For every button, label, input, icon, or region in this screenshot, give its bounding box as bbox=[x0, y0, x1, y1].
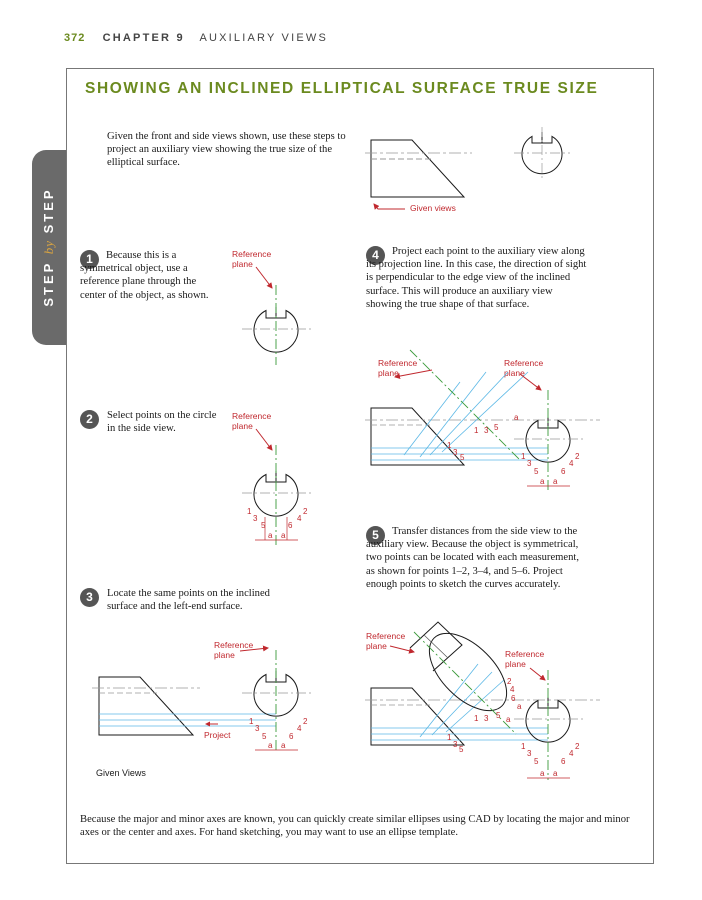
svg-text:1: 1 bbox=[447, 441, 452, 450]
svg-text:6: 6 bbox=[511, 694, 516, 703]
svg-text:2: 2 bbox=[575, 742, 580, 751]
step-by-step-tab-label: STEP by STEP bbox=[41, 187, 56, 307]
reference-plane-label-4: Reference plane bbox=[378, 358, 418, 378]
svg-text:5: 5 bbox=[494, 423, 499, 432]
step-4-badge: 4 bbox=[366, 246, 385, 265]
svg-text:1: 1 bbox=[521, 452, 526, 461]
svg-text:a: a bbox=[553, 477, 558, 486]
svg-text:6: 6 bbox=[289, 732, 294, 741]
svg-text:5: 5 bbox=[261, 521, 266, 530]
svg-text:1: 1 bbox=[447, 733, 452, 742]
svg-text:a: a bbox=[268, 531, 273, 540]
svg-text:4: 4 bbox=[569, 459, 574, 468]
reference-plane-label-1: Reference plane bbox=[232, 249, 272, 269]
ref-arrow-3 bbox=[240, 648, 268, 651]
svg-text:5: 5 bbox=[534, 757, 539, 766]
svg-text:a: a bbox=[540, 769, 545, 778]
step-5-drawing bbox=[365, 620, 600, 780]
svg-text:3: 3 bbox=[255, 724, 260, 733]
step-3-point-labels bbox=[249, 717, 308, 750]
ref-arrow-2 bbox=[256, 429, 272, 450]
svg-text:4: 4 bbox=[297, 724, 302, 733]
ref-arrow-5 bbox=[520, 374, 541, 390]
svg-text:3: 3 bbox=[484, 426, 489, 435]
given-views-arrow bbox=[374, 204, 405, 209]
reference-plane-label-3: Reference plane bbox=[214, 640, 254, 660]
svg-text:3: 3 bbox=[527, 459, 532, 468]
svg-text:1: 1 bbox=[247, 507, 252, 516]
svg-text:5: 5 bbox=[534, 467, 539, 476]
svg-text:2: 2 bbox=[575, 452, 580, 461]
step-5-point-labels bbox=[447, 677, 580, 778]
svg-text:6: 6 bbox=[561, 467, 566, 476]
page-number: 372 bbox=[64, 32, 86, 44]
svg-text:3: 3 bbox=[453, 740, 458, 749]
svg-text:4: 4 bbox=[297, 514, 302, 523]
ref-arrow-7 bbox=[530, 668, 545, 680]
svg-text:4: 4 bbox=[569, 749, 574, 758]
svg-text:a: a bbox=[553, 769, 558, 778]
given-views-drawing bbox=[365, 127, 570, 197]
svg-text:6: 6 bbox=[288, 521, 293, 530]
svg-text:5: 5 bbox=[262, 732, 267, 741]
step-5-badge: 5 bbox=[366, 526, 385, 545]
step-2-text: Select points on the circle in the side view. bbox=[107, 410, 217, 435]
svg-text:2: 2 bbox=[303, 507, 308, 516]
step-4-text: Project each point to the auxiliary view along its projection line. In this case, the direction of sight is perpendicular to the edge view of the inclined surface. This will produce an auxiliary view showing the true shape of that surface. bbox=[366, 246, 587, 310]
svg-text:2: 2 bbox=[507, 677, 512, 686]
svg-text:a: a bbox=[506, 715, 511, 724]
svg-text:1: 1 bbox=[521, 742, 526, 751]
svg-text:3: 3 bbox=[253, 514, 258, 523]
step-5-text: Transfer distances from the side view to the auxiliary view. Because the object is symmetrical, two points can be located with each measurement, as shown for points 1–2, 3–4, and 5–6. Project enough points to sketch the curves accurately. bbox=[366, 526, 579, 590]
svg-text:1: 1 bbox=[474, 426, 479, 435]
intro-text: Given the front and side views shown, use these steps to project an auxiliary view showing the true size of the elliptical surface. bbox=[107, 131, 346, 169]
svg-text:6: 6 bbox=[561, 757, 566, 766]
ref-arrow-4 bbox=[395, 370, 432, 377]
step-1-text: Because this is a symmetrical object, use a reference plane through the center of the object, as shown. bbox=[80, 250, 209, 301]
step-4-point-labels bbox=[447, 413, 580, 486]
given-views-label: Given views bbox=[410, 203, 456, 213]
project-label: Project bbox=[204, 730, 231, 740]
step-3-drawing bbox=[92, 650, 312, 750]
step-2-badge: 2 bbox=[80, 410, 99, 429]
given-views-bottom-label: Given Views bbox=[96, 768, 146, 778]
step-2-point-labels bbox=[247, 507, 308, 540]
chapter-label: CHAPTER 9 bbox=[102, 32, 185, 44]
svg-text:a: a bbox=[517, 702, 522, 711]
svg-text:4: 4 bbox=[510, 685, 515, 694]
reference-plane-label-6: Reference plane bbox=[366, 631, 406, 651]
reference-plane-label-5: Reference plane bbox=[504, 358, 544, 378]
svg-text:5: 5 bbox=[496, 711, 501, 720]
svg-text:1: 1 bbox=[249, 717, 254, 726]
svg-text:5: 5 bbox=[459, 745, 464, 754]
ref-arrow-6 bbox=[390, 646, 414, 652]
step-3-text: Locate the same points on the inclined surface and the left-end surface. bbox=[107, 588, 270, 613]
reference-plane-label-7: Reference plane bbox=[505, 649, 545, 669]
ref-arrow-1 bbox=[256, 267, 272, 288]
svg-text:a: a bbox=[514, 413, 519, 422]
svg-text:a: a bbox=[540, 477, 545, 486]
svg-text:2: 2 bbox=[303, 717, 308, 726]
page-title: SHOWING AN INCLINED ELLIPTICAL SURFACE TRUE SIZE bbox=[85, 80, 599, 97]
svg-text:3: 3 bbox=[527, 749, 532, 758]
footer-text: Because the major and minor axes are known, you can quickly create similar ellipses using CAD by locating the major and minor axes or the center and axes. For hand sketching, you may want to use an ellipse template. bbox=[80, 814, 630, 839]
step-1-badge: 1 bbox=[80, 250, 99, 269]
svg-text:5: 5 bbox=[460, 453, 465, 462]
svg-text:a: a bbox=[268, 741, 273, 750]
step-2-drawing bbox=[242, 445, 312, 545]
svg-text:a: a bbox=[281, 531, 286, 540]
section-label: AUXILIARY VIEWS bbox=[199, 32, 329, 44]
svg-text:a: a bbox=[281, 741, 286, 750]
svg-text:3: 3 bbox=[453, 448, 458, 457]
reference-plane-label-2: Reference plane bbox=[232, 411, 272, 431]
svg-text:3: 3 bbox=[484, 714, 489, 723]
step-1-drawing bbox=[242, 285, 312, 365]
svg-text:1: 1 bbox=[474, 714, 479, 723]
step-3-badge: 3 bbox=[80, 588, 99, 607]
